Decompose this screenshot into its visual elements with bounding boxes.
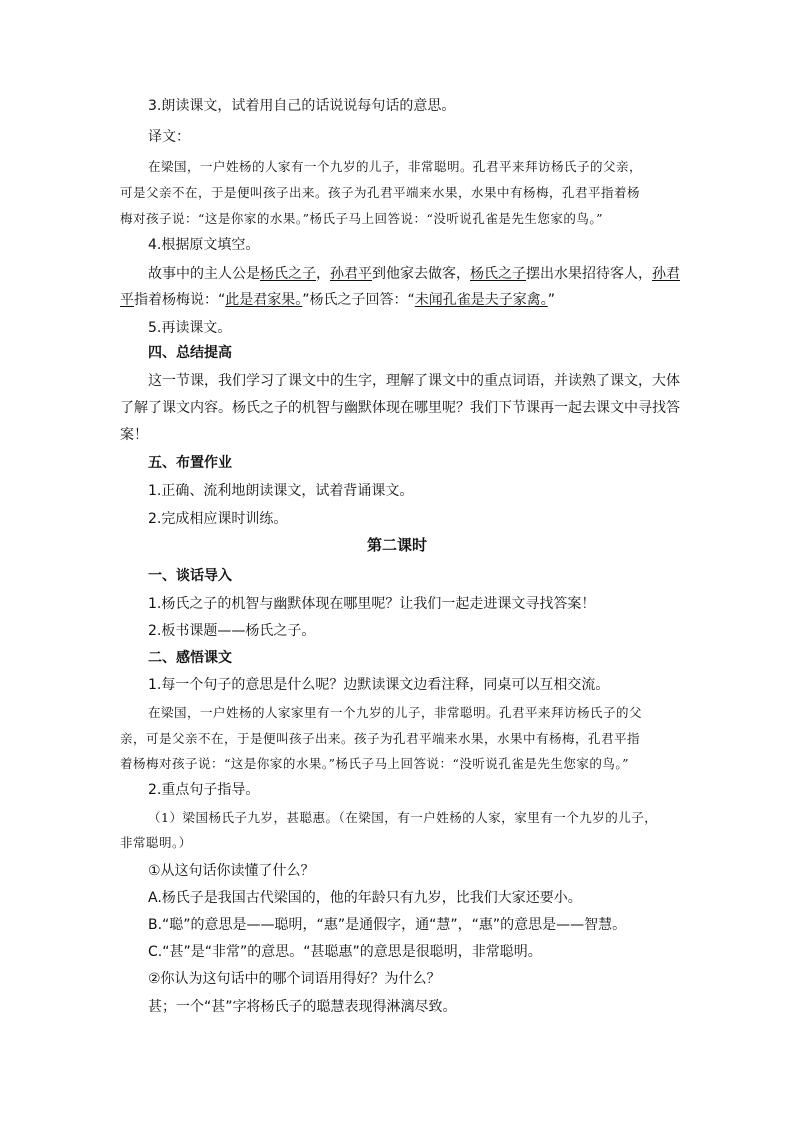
section-4-heading: 四、总结提高	[148, 345, 232, 361]
fill-answer: 此是君家果。	[225, 292, 303, 308]
translation-line-1: 在梁国，一户姓杨的人家有一个九岁的儿子，非常聪明。孔君平来拜访杨氏子的父亲，	[148, 159, 643, 174]
fill-answer: 未闻孔雀是夫子家禽。	[414, 292, 548, 308]
question-1: ①从这句话你读懂了什么？	[148, 863, 315, 879]
text-line-2: 亲，可是父亲不在，于是便叫孩子出来。孩子为孔君平端来水果，水果中有杨梅，孔君平指	[120, 731, 641, 746]
answer-a: A.杨氏子是我国古代梁国的，他的年龄只有九岁，比我们大家还要小。	[148, 890, 582, 906]
translation-line-3: 梅对孩子说：“这是你家的水果。”杨氏子马上回答说：“没听说孔雀是先生您家的鸟。”	[120, 211, 604, 226]
lesson2-section-1-heading: 一、谈话导入	[148, 568, 232, 584]
lesson2-step-1-1: 1.杨氏之子的机智与幽默体现在哪里呢？让我们一起走进课文寻找答案！	[148, 596, 596, 612]
fill-answer: 孙君	[652, 266, 680, 282]
text-line-3: 着杨梅对孩子说：“这是你家的水果。”杨氏子马上回答说：“没听说孔雀是先生您家的鸟。”	[120, 756, 630, 771]
step-5: 5.再读课文。	[148, 320, 232, 336]
step-4: 4.根据原文填空。	[148, 237, 260, 253]
step-3: 3.朗读课文，试着用自己的话说说每句话的意思。	[148, 98, 456, 114]
answer-c: C.“甚”是“非常”的意思。“甚聪惠”的意思是很聪明，非常聪明。	[148, 944, 542, 960]
quote-line-2: 非常聪明。）	[120, 835, 192, 850]
fill-text: 摆出水果招待客人，	[526, 266, 652, 282]
summary-line-3: 案！	[120, 427, 148, 443]
fill-answer: 杨氏之子	[260, 266, 316, 282]
homework-1: 1.正确、流利地朗读课文，试着背诵课文。	[148, 483, 414, 499]
translation-line-2: 可是父亲不在，于是便叫孩子出来。孩子为孔君平端来水果，水果中有杨梅，孔君平指着杨	[120, 185, 641, 200]
fill-answer: 杨氏之子	[470, 266, 526, 282]
fill-blank-line-1	[148, 263, 680, 283]
answer-2: 甚；一个“甚”字将杨氏子的聪慧表现得淋漓尽致。	[148, 999, 457, 1015]
fill-text: ，	[316, 266, 330, 282]
summary-line-1: 这一节课，我们学习了课文中的生字，理解了课文中的重点词语，并读熟了课文，大体	[148, 373, 680, 389]
text-line-1: 在梁国，一户姓杨的人家家里有一个九岁的儿子，非常聪明。孔君平来拜访杨氏子的父	[148, 705, 643, 720]
lesson2-step-2-2: 2.重点句子指导。	[148, 782, 260, 798]
quote-line-1: （1）梁国杨氏子九岁，甚聪惠。（在梁国，有一户姓杨的人家，家里有一个九岁的儿子，	[148, 810, 658, 825]
question-2: ②你认为这句话中的哪个词语用得好？为什么？	[148, 971, 441, 987]
fill-text: 指着杨梅说：“	[134, 292, 226, 308]
fill-answer: 平	[120, 292, 134, 308]
fill-text: 到他家去做客，	[372, 266, 470, 282]
section-5-heading: 五、布置作业	[148, 455, 232, 471]
fill-blank-line-2	[120, 289, 555, 309]
fill-text: ”	[547, 292, 556, 308]
translation-label: 译文：	[148, 129, 190, 145]
fill-text: ”杨氏之子回答：“	[302, 292, 415, 308]
lesson-2-title: 第二课时	[366, 536, 427, 554]
lesson2-step-1-2: 2.板书课题——杨氏之子。	[148, 623, 316, 639]
answer-b: B.“聪”的意思是——聪明，“惠”是通假字，通“慧”，“惠”的意思是——智慧。	[148, 917, 627, 933]
homework-2: 2.完成相应课时训练。	[148, 511, 288, 527]
summary-line-2: 了解了课文内容。杨氏之子的机智与幽默体现在哪里呢？我们下节课再一起去课文中寻找答	[120, 400, 680, 416]
lesson2-section-2-heading: 二、感悟课文	[148, 650, 232, 666]
fill-text: 故事中的主人公是	[148, 266, 260, 282]
lesson2-step-2-1: 1.每一个句子的意思是什么呢？边默读课文边看注释，同桌可以互相交流。	[148, 677, 610, 693]
fill-answer: 孙君平	[330, 266, 372, 282]
